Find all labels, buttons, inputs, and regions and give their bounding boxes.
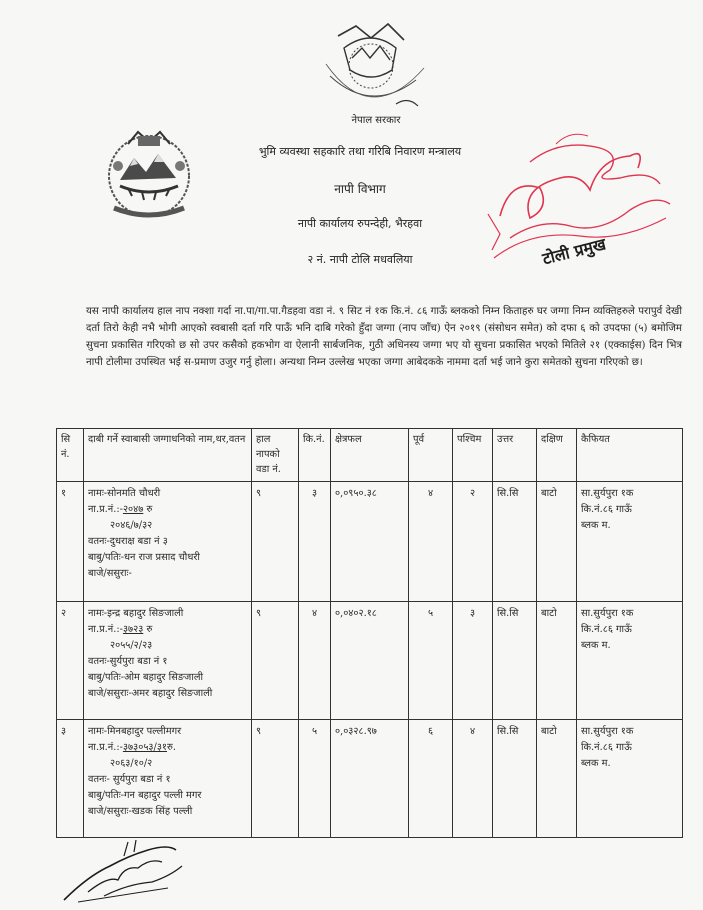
np-suffix: रु. (167, 742, 176, 753)
header-ward: हाल नापको वडा नं. (252, 429, 299, 482)
claimant-father: बाबु/पतिः-ओम बहादुर सिङजाली (88, 672, 204, 683)
office-title: नापी कार्यालय रुपन्देही, भैरहवा (297, 217, 423, 230)
claimant-grandfather: बाजे/ससुराः-अमर बहादुर सिङजाली (88, 688, 213, 699)
department-title: नापी विभाग (334, 182, 386, 196)
np-prefix: ना.प्र.नं.:- (88, 624, 123, 635)
claimant-np-date: २०५५/२/२३ (110, 640, 153, 651)
claims-table (56, 428, 683, 838)
top-emblem-label: नेपाल सरकार (351, 115, 401, 126)
row-area: ०,०४०२.१८ (331, 602, 409, 720)
row-east: ४ (409, 482, 453, 602)
claimant-np-date: २०६३/१०/२ (110, 758, 153, 769)
header-area: क्षेत्रफल (331, 429, 409, 482)
claimant-grandfather: बाजे/ससुराः-खडक सिंह पल्ली (88, 806, 193, 817)
np-number: ३७२३ (122, 624, 144, 635)
header-claimant: दाबी गर्ने स्वाबासी जग्गाधनिको नाम,थर,वतन (84, 429, 252, 482)
header-kitta: कि.नं. (299, 429, 331, 482)
row-south: बाटो (537, 720, 577, 838)
remarks-line: कि.नं.८६ गाऊँ (581, 624, 632, 635)
remarks-line: सा.सुर्यपुरा १क (581, 488, 634, 499)
row-west: ४ (453, 720, 493, 838)
remarks-line: ब्लक म. (581, 520, 611, 531)
claimant-father: बाबु/पतिः-धन राज प्रसाद चौधरी (88, 552, 200, 563)
claimant-np (88, 740, 247, 756)
row-north: सि.सि (493, 602, 537, 720)
row-area: ०,०३२८.९७ (331, 720, 409, 838)
row-ward: ९ (252, 482, 299, 602)
row-claimant (84, 482, 252, 602)
row-claimant (84, 602, 252, 720)
claimant-address: वतनः- सुर्यपुरा बडा नं १ (88, 774, 171, 785)
claimant-father: बाबु/पतिः-गन बहादुर पल्ली मगर (88, 790, 202, 801)
row-area: ०,०९५०.३८ (331, 482, 409, 602)
row-west: ३ (453, 602, 493, 720)
claimant-np (88, 502, 247, 518)
row-kitta: ४ (299, 602, 331, 720)
claimant-np-date: २०४६/७/३२ (110, 520, 153, 531)
claimant-name: नामः-इन्द्र बहादुर सिङजाली (88, 608, 184, 619)
row-sn: १ (57, 482, 84, 602)
np-suffix: रु (143, 504, 153, 515)
remarks-line: कि.नं.८६ गाऊँ (581, 742, 632, 753)
row-north: सि.सि (493, 720, 537, 838)
table-header-row (57, 429, 683, 482)
np-number: २०४७ (122, 504, 144, 515)
remarks-line: सा.सुर्यपुरा १क (581, 608, 634, 619)
row-claimant (84, 720, 252, 838)
ministry-title: भुमि व्यवस्था सहकारि तथा गरिबि निवारण मन्त्रालय (258, 145, 462, 158)
remarks-line: ब्लक म. (581, 758, 611, 769)
header-sn: सि नं. (57, 429, 84, 482)
table-row (57, 482, 683, 602)
header-east: पूर्व (409, 429, 453, 482)
row-remarks (577, 602, 683, 720)
header-remarks: कैफियत (577, 429, 683, 482)
table-row (57, 602, 683, 720)
row-east: ६ (409, 720, 453, 838)
bottom-signature (58, 836, 188, 906)
claimant-address: वतनः-दुधराक्ष बडा नं ३ (88, 536, 168, 547)
government-seal-icon (296, 18, 446, 118)
remarks-line: ब्लक म. (581, 640, 611, 651)
row-north: सि.सि (493, 482, 537, 602)
claimant-name: नामः-मिनबहादुर पल्लीमगर (88, 726, 182, 737)
header-west: पश्चिम (453, 429, 493, 482)
remarks-line: कि.नं.८६ गाऊँ (581, 504, 632, 515)
np-suffix: रु (143, 624, 153, 635)
claimant-np (88, 622, 247, 638)
top-seal (296, 18, 446, 118)
row-sn: २ (57, 602, 84, 720)
team-title: २ नं. नापी टोलि मधवलिया (307, 253, 413, 266)
table-row (57, 720, 683, 838)
nepal-coat-of-arms-icon (98, 126, 200, 222)
nepal-emblem (98, 126, 200, 222)
np-prefix: ना.प्र.नं.:- (88, 504, 123, 515)
row-kitta: ५ (299, 720, 331, 838)
row-west: २ (453, 482, 493, 602)
header-south: दक्षिण (537, 429, 577, 482)
row-ward: ९ (252, 602, 299, 720)
team-leader-stamp: टोली प्रमुख (540, 234, 608, 269)
np-prefix: ना.प्र.नं.:- (88, 742, 123, 753)
row-sn: ३ (57, 720, 84, 838)
handwritten-signature-icon (58, 836, 188, 906)
claimant-address: वतनः-सुर्यपुरा बडा नं १ (88, 656, 168, 667)
notice-paragraph: यस नापी कार्यालय हाल नाप नक्शा गर्दा ना.पा/गा.पा.गैडहवा वडा नं. ९ सिट नं १क कि.नं. ८६ गाऊँ ब्लकको निम्न किताहरु घर जग्गा निम्न व्यक्तिहरुले परापुर्व देखी दर्ता तिरो केही नभै भोगी आएको स्वबासी दर्ता गरि पाऊँ भनि दाबि गरेको हुँदा जग्गा (नाप जाँच) ऐन २०१९ (संसोधन समेत) को दफा ६ को उपदफा (५) बमोजिम सुचना प्रकासित गरिएको छ सो उपर कसैको हकभोग वा ऐलानी सार्बजनिक, गुठी अधिनस्य जग्गा भए यो सुचना प्रकासित भएको मितिले २१ (एक्काईस) दिन भित्र नापी टोलीमा उपस्थित भई स-प्रमाण उजुर गर्नु होला। अन्यथा निम्न उल्लेख भएका जग्गा आबेदकके नाममा दर्ता भई जाने कुरा समेतको सुचना गरिएको छ। (86, 306, 682, 368)
row-east: ५ (409, 602, 453, 720)
header-north: उत्तर (493, 429, 537, 482)
row-ward: ९ (252, 720, 299, 838)
remarks-line: सा.सुर्यपुरा १क (581, 726, 634, 737)
claimant-name: नामः-सोनमति चौधरी (88, 488, 161, 499)
row-remarks (577, 482, 683, 602)
row-south: बाटो (537, 602, 577, 720)
row-kitta: ३ (299, 482, 331, 602)
np-number: ३७३०५३/३१ (122, 742, 168, 753)
row-remarks (577, 720, 683, 838)
row-south: बाटो (537, 482, 577, 602)
claimant-grandfather: बाजे/ससुराः- (88, 568, 132, 579)
